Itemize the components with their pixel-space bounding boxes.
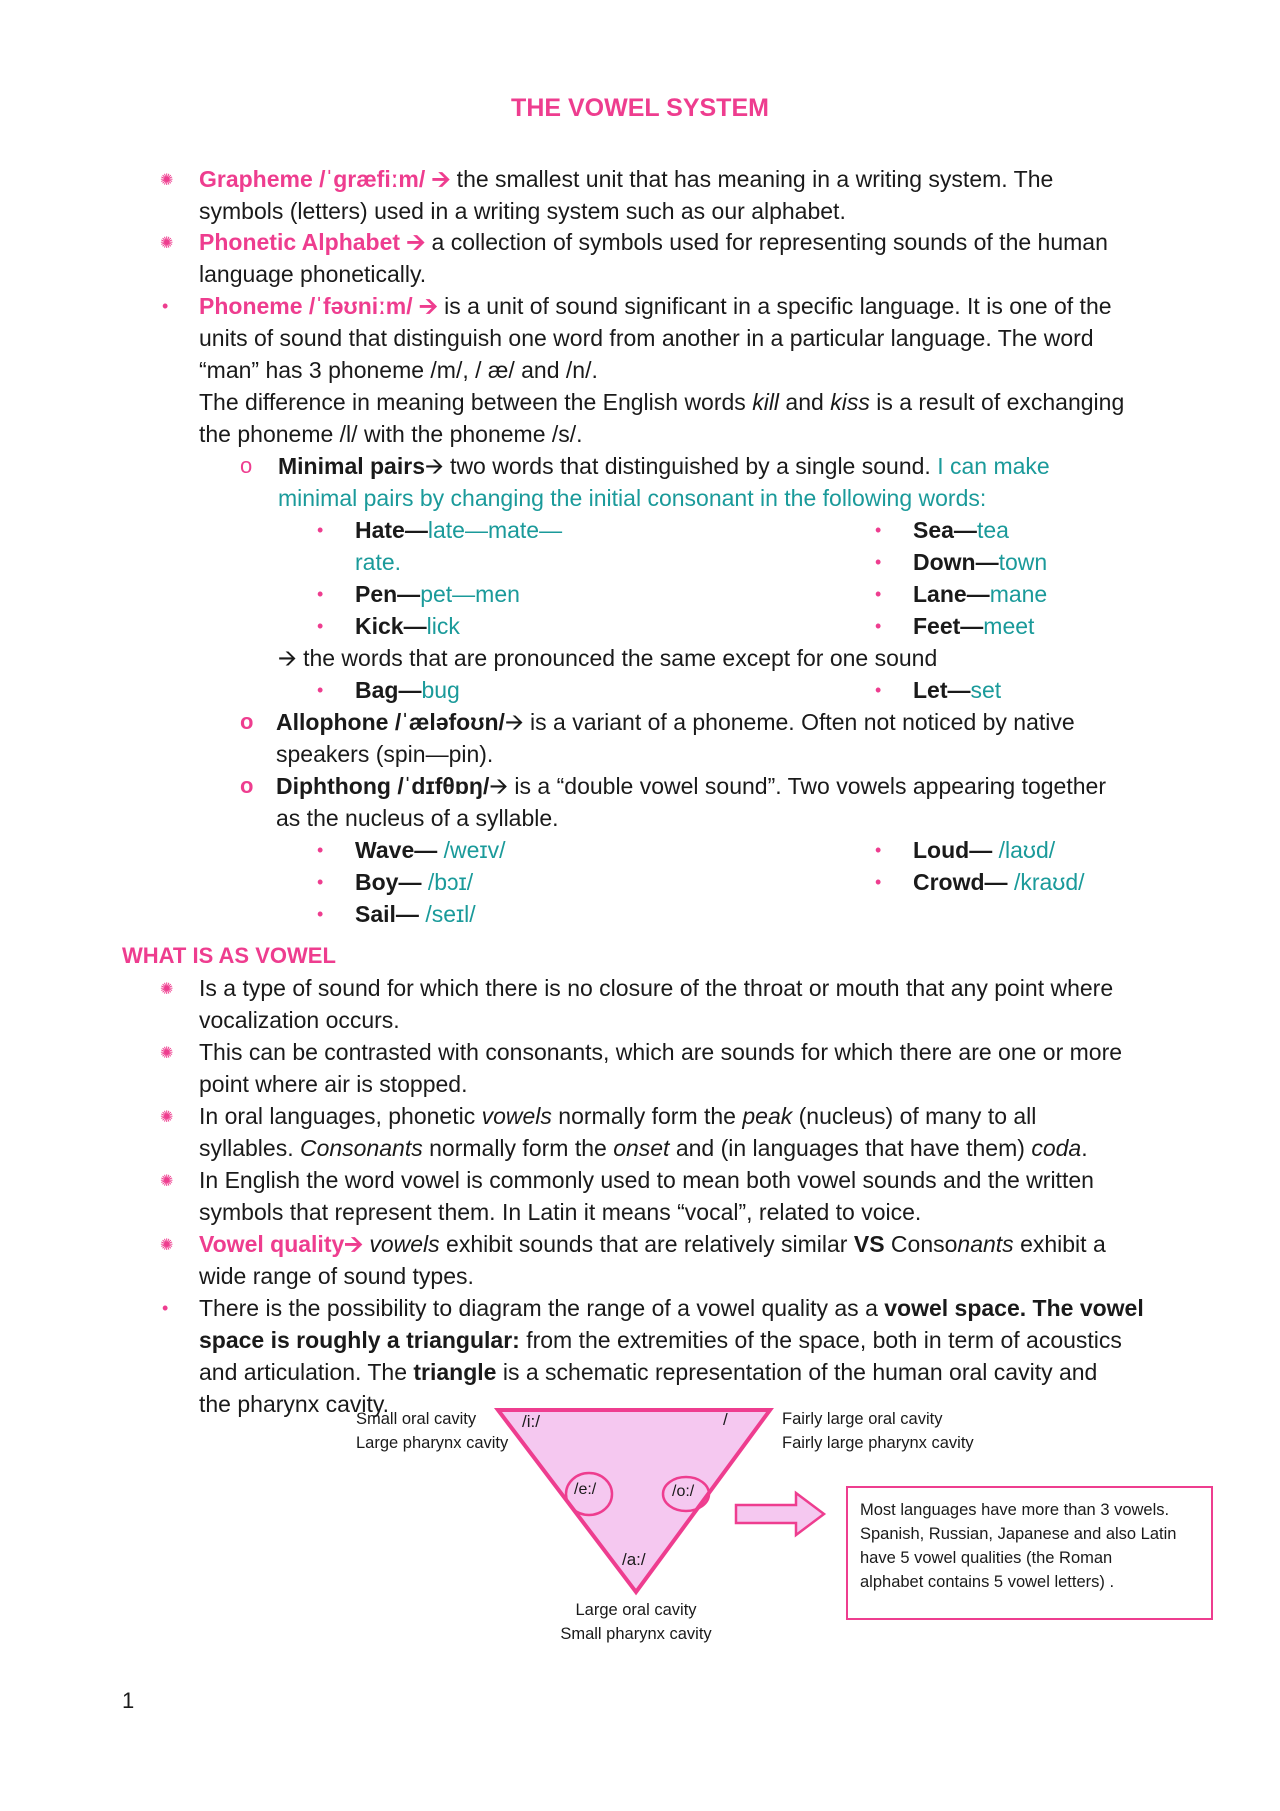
vowel-p4-line-2: symbols that represent them. In Latin it means “vocal”, related to voice. xyxy=(199,1199,922,1225)
vowel-i-label: /i:/ xyxy=(522,1412,540,1431)
bullet-icon: • xyxy=(317,840,324,860)
bullet-icon: • xyxy=(317,872,324,892)
grapheme-line-1: Grapheme /ˈɡræfiːm/ 🡪 the smallest unit that has meaning in a writing system. The xyxy=(199,166,1054,192)
bullet-icon: • xyxy=(162,296,169,316)
vowel-p2-line-1: This can be contrasted with consonants, which are sounds for which there are one or more xyxy=(199,1039,1123,1065)
bottom-label-1: Large oral cavity xyxy=(575,1601,697,1619)
bullet-icon: ✺ xyxy=(160,981,174,998)
vowel-p6-line-2: space is roughly a triangular: from the extremities of the space, both in term of acoustics xyxy=(199,1327,1122,1353)
vowel-p6-line-4: the pharynx cavity. xyxy=(199,1391,390,1417)
vowel-p1-line-1: Is a type of sound for which there is no closure of the throat or mouth that any point where xyxy=(199,975,1114,1001)
phoneme-line-2: units of sound that distinguish one word from another in a particular language. The word xyxy=(199,325,1094,351)
circle-bullet-icon: o xyxy=(240,773,254,798)
diphthong-line-2: as the nucleus of a syllable. xyxy=(276,805,559,831)
grapheme-line-2: symbols (letters) used in a writing system such as our alphabet. xyxy=(199,198,846,224)
note-line-4: alphabet contains 5 vowel letters) . xyxy=(860,1573,1115,1591)
allophone-line-1: Allophone /ˈæləfoʊn/🡪 is a variant of a phoneme. Often not noticed by native xyxy=(276,709,1075,735)
note-line-1: Most languages have more than 3 vowels. xyxy=(860,1501,1170,1519)
vowel-p3-line-1: In oral languages, phonetic vowels normally form the peak (nucleus) of many to all xyxy=(199,1103,1037,1129)
vowel-p6-line-3: and articulation. The triangle is a schematic representation of the human oral cavity and xyxy=(199,1359,1098,1385)
page-number: 1 xyxy=(122,1688,135,1713)
bullet-icon: ✺ xyxy=(160,1045,174,1062)
pair-feet: Feet—meet xyxy=(913,613,1035,639)
pair-down: Down—town xyxy=(913,549,1048,575)
note-line-3: have 5 vowel qualities (the Roman xyxy=(860,1549,1113,1567)
top-left-label-1: Small oral cavity xyxy=(356,1410,477,1428)
phoneme-line-1: Phoneme /ˈfəʊniːm/ 🡪 is a unit of sound significant in a specific language. It is one of the xyxy=(199,293,1112,319)
bullet-icon: ✺ xyxy=(160,1109,174,1126)
vowel-slash-label: / xyxy=(723,1410,728,1429)
phoneme-line-4: The difference in meaning between the English words kill and kiss is a result of exchanging xyxy=(199,389,1125,415)
bullet-icon: ✺ xyxy=(160,1173,174,1190)
note-line-2: Spanish, Russian, Japanese and also Latin xyxy=(860,1525,1177,1543)
vowel-p5-line-2: wide range of sound types. xyxy=(199,1263,474,1289)
diphthong-boy: Boy— /bɔɪ/ xyxy=(355,869,474,895)
bullet-icon: • xyxy=(875,520,882,540)
top-right-label-1: Fairly large oral cavity xyxy=(782,1410,943,1428)
bullet-icon: • xyxy=(317,584,324,604)
bullet-icon: ✺ xyxy=(160,172,174,189)
bullet-icon: • xyxy=(317,680,324,700)
diphthong-crowd: Crowd— /kraʊd/ xyxy=(913,869,1085,895)
page-title: THE VOWEL SYSTEM xyxy=(511,94,769,122)
pair-bag: Bag—bug xyxy=(355,677,460,703)
bullet-icon: • xyxy=(317,904,324,924)
bullet-icon: • xyxy=(162,1298,169,1318)
diphthong-sail: Sail— /seɪl/ xyxy=(355,901,476,927)
phoneme-line-3: “man” has 3 phoneme /m/, / æ/ and /n/. xyxy=(199,357,598,383)
diphthong-line-1: Diphthong /ˈdɪfθɒŋ/🡪 is a “double vowel sound”. Two vowels appearing together xyxy=(276,773,1106,799)
pair-sea: Sea—tea xyxy=(913,517,1009,543)
vowel-e-label: /e:/ xyxy=(574,1481,597,1498)
vowel-p3-line-2: syllables. Consonants normally form the onset and (in languages that have them) coda. xyxy=(199,1135,1088,1161)
bullet-icon: • xyxy=(875,616,882,636)
pair-lane: Lane—mane xyxy=(913,581,1048,607)
vowel-p4-line-1: In English the word vowel is commonly used to mean both vowel sounds and the written xyxy=(199,1167,1094,1193)
minimal-pairs-note: 🡪 the words that are pronounced the same except for one sound xyxy=(278,645,938,671)
top-left-label-2: Large pharynx cavity xyxy=(356,1434,509,1452)
vowel-p2-line-2: point where air is stopped. xyxy=(199,1071,468,1097)
minimal-pairs-line-2: minimal pairs by changing the initial consonant in the following words: xyxy=(278,485,987,511)
pair-pen: Pen—pet—men xyxy=(355,581,520,607)
phonetic-line-2: language phonetically. xyxy=(199,261,427,287)
top-right-label-2: Fairly large pharynx cavity xyxy=(782,1434,974,1452)
section-heading: WHAT IS AS VOWEL xyxy=(122,943,336,968)
vowel-p6-line-1: There is the possibility to diagram the range of a vowel quality as a vowel space. The vowel xyxy=(199,1295,1144,1321)
bullet-icon: • xyxy=(875,680,882,700)
pair-hate-cont: rate. xyxy=(355,549,402,575)
vowel-a-label: /a:/ xyxy=(622,1550,646,1569)
vowel-o-label: /o:/ xyxy=(672,1483,695,1500)
bullet-icon: • xyxy=(875,840,882,860)
bullet-icon: • xyxy=(875,584,882,604)
bullet-icon: • xyxy=(317,520,324,540)
arrow-right-icon xyxy=(736,1493,824,1535)
circle-bullet-icon: o xyxy=(240,709,254,734)
pair-let: Let—set xyxy=(913,677,1002,703)
diphthong-loud: Loud— /laʊd/ xyxy=(913,837,1056,863)
pair-kick: Kick—lick xyxy=(355,613,460,639)
bullet-icon: • xyxy=(875,552,882,572)
bullet-icon: ✺ xyxy=(160,1237,174,1254)
phonetic-line-1: Phonetic Alphabet 🡪 a collection of symbols used for representing sounds of the human xyxy=(199,229,1108,255)
vowel-p1-line-2: vocalization occurs. xyxy=(199,1007,400,1033)
bottom-label-2: Small pharynx cavity xyxy=(560,1625,712,1643)
phoneme-line-5: the phoneme /l/ with the phoneme /s/. xyxy=(199,421,583,447)
pair-hate: Hate—late—mate— xyxy=(355,517,563,543)
diphthong-wave: Wave— /weɪv/ xyxy=(355,837,506,863)
minimal-pairs-line-1: Minimal pairs🡪 two words that distinguished by a single sound. I can make xyxy=(278,453,1050,479)
bullet-icon: ✺ xyxy=(160,235,174,252)
allophone-line-2: speakers (spin—pin). xyxy=(276,741,494,767)
vowel-p5-line-1: Vowel quality🡪 vowels exhibit sounds that are relatively similar VS Consonants exhibit a xyxy=(199,1231,1106,1257)
bullet-icon: • xyxy=(875,872,882,892)
bullet-icon: • xyxy=(317,616,324,636)
circle-bullet-icon: o xyxy=(240,453,253,478)
